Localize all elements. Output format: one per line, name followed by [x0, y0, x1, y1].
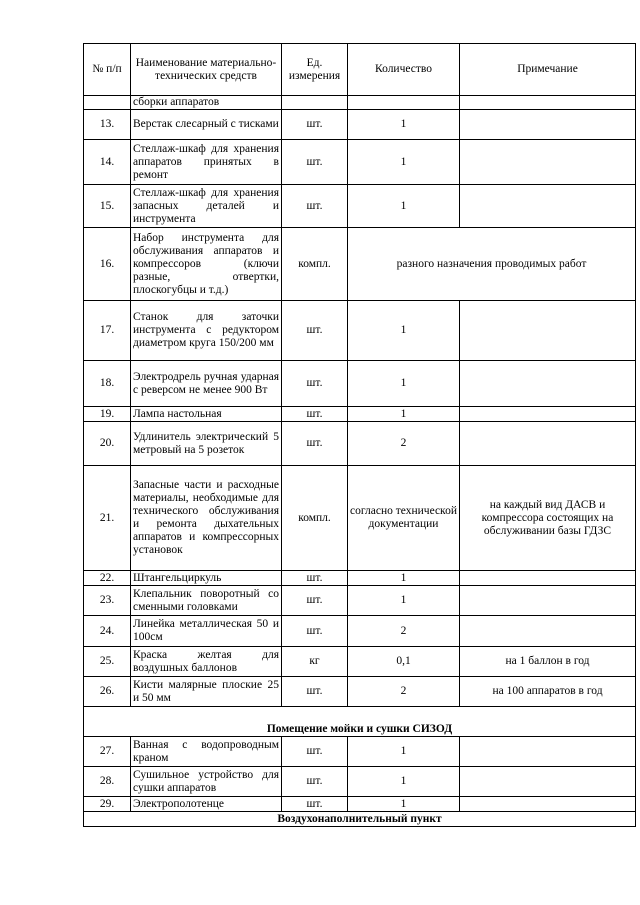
row-num: 20. [84, 422, 131, 466]
row-note [460, 140, 636, 185]
row-name: Станок для заточки инструмента с редуктором диаметром круга 150/200 мм [131, 301, 282, 361]
row-name: Набор инструмента для обслуживания аппаратов и компрессоров (ключи разные, отвертки, плоскогубцы и т.д.) [131, 228, 282, 301]
row-qty: 1 [348, 407, 460, 422]
row-qty: 1 [348, 586, 460, 616]
row-num: 26. [84, 677, 131, 707]
row-qty: 1 [348, 737, 460, 767]
row-qty: 1 [348, 767, 460, 797]
table-row [84, 301, 636, 361]
row-note: на 100 аппаратов в год [460, 677, 636, 707]
table-row [84, 422, 636, 466]
row-name: Штангельциркуль [131, 571, 282, 586]
row-unit: шт. [282, 110, 348, 140]
row-unit: шт. [282, 616, 348, 647]
row-note [460, 586, 636, 616]
row-note [460, 767, 636, 797]
row-num: 15. [84, 185, 131, 228]
table-row [84, 228, 636, 301]
section-title-air: Воздухонаполнительный пункт [84, 812, 636, 827]
row-unit: шт. [282, 797, 348, 812]
row-note [460, 422, 636, 466]
row-num: 29. [84, 797, 131, 812]
section-title-washing: Помещение мойки и сушки СИЗОД [84, 707, 636, 737]
row-name: Сушильное устройство для сушки аппаратов [131, 767, 282, 797]
row-note: на 1 баллон в год [460, 647, 636, 677]
row-name: Электродрель ручная ударная с реверсом не менее 900 Вт [131, 361, 282, 407]
row-note [460, 96, 636, 110]
row-unit: шт. [282, 301, 348, 361]
row-qty: 1 [348, 571, 460, 586]
row-num: 23. [84, 586, 131, 616]
row-note: на каждый вид ДАСВ и компрессора состоящих на обслуживании базы ГДЗС [460, 466, 636, 571]
row-qty: 0,1 [348, 647, 460, 677]
header-note: Примечание [460, 44, 636, 96]
table-row [84, 96, 636, 110]
row-qty [348, 96, 460, 110]
row-unit: шт. [282, 422, 348, 466]
row-name: Лампа настольная [131, 407, 282, 422]
row-num: 24. [84, 616, 131, 647]
row-name: Краска желтая для воздушных баллонов [131, 647, 282, 677]
row-unit: кг [282, 647, 348, 677]
row-num: 16. [84, 228, 131, 301]
table-row [84, 407, 636, 422]
row-name: Линейка металлическая 50 и 100см [131, 616, 282, 647]
table-row [84, 616, 636, 647]
row-name: Удлинитель электрический 5 метровый на 5 розеток [131, 422, 282, 466]
table-header-row [84, 44, 636, 96]
table-row [84, 767, 636, 797]
row-num: 14. [84, 140, 131, 185]
row-qty: согласно технической документации [348, 466, 460, 571]
row-qty: 2 [348, 422, 460, 466]
table-row [84, 361, 636, 407]
row-qty: 1 [348, 140, 460, 185]
row-unit: шт. [282, 407, 348, 422]
row-unit: шт. [282, 185, 348, 228]
row-num: 17. [84, 301, 131, 361]
table-row [84, 140, 636, 185]
row-qty: 1 [348, 797, 460, 812]
row-num: 21. [84, 466, 131, 571]
table-row [84, 647, 636, 677]
row-unit: компл. [282, 228, 348, 301]
row-note [460, 407, 636, 422]
equipment-table [83, 43, 636, 827]
row-unit: шт. [282, 737, 348, 767]
row-qty: 1 [348, 185, 460, 228]
table-row [84, 737, 636, 767]
row-unit [282, 96, 348, 110]
row-num: 28. [84, 767, 131, 797]
section-row [84, 707, 636, 737]
row-unit: шт. [282, 140, 348, 185]
row-unit: шт. [282, 586, 348, 616]
row-qty: 1 [348, 361, 460, 407]
row-unit: шт. [282, 677, 348, 707]
row-merged-note: разного назначения проводимых работ [348, 228, 636, 301]
row-name: Клепальник поворотный со сменными головками [131, 586, 282, 616]
row-unit: шт. [282, 361, 348, 407]
row-qty: 1 [348, 110, 460, 140]
row-name: Кисти малярные плоские 25 и 50 мм [131, 677, 282, 707]
row-num: 13. [84, 110, 131, 140]
row-num: 27. [84, 737, 131, 767]
row-name: Ванная с водопроводным краном [131, 737, 282, 767]
row-num [84, 96, 131, 110]
table-row [84, 571, 636, 586]
row-name: сборки аппаратов [131, 96, 282, 110]
row-note [460, 797, 636, 812]
row-note [460, 571, 636, 586]
row-name: Стеллаж-шкаф для хранения аппаратов принятых в ремонт [131, 140, 282, 185]
row-name: Стеллаж-шкаф для хранения запасных деталей и инструмента [131, 185, 282, 228]
row-note [460, 110, 636, 140]
row-num: 19. [84, 407, 131, 422]
table-row [84, 110, 636, 140]
row-note [460, 185, 636, 228]
row-note [460, 301, 636, 361]
row-name: Электрополотенце [131, 797, 282, 812]
row-unit: компл. [282, 466, 348, 571]
row-note [460, 361, 636, 407]
row-note [460, 616, 636, 647]
row-num: 25. [84, 647, 131, 677]
row-note [460, 737, 636, 767]
header-num: № п/п [84, 44, 131, 96]
table-row [84, 677, 636, 707]
row-name: Верстак слесарный с тисками [131, 110, 282, 140]
row-name: Запасные части и расходные материалы, необходимые для технического обслуживания и ремонта дыхательных аппаратов и компрессорных установок [131, 466, 282, 571]
row-qty: 1 [348, 301, 460, 361]
section-row [84, 812, 636, 827]
row-unit: шт. [282, 571, 348, 586]
table-row [84, 586, 636, 616]
row-num: 18. [84, 361, 131, 407]
table-row [84, 185, 636, 228]
header-qty: Количество [348, 44, 460, 96]
header-unit: Ед. измерения [282, 44, 348, 96]
row-qty: 2 [348, 677, 460, 707]
row-unit: шт. [282, 767, 348, 797]
header-name: Наименование материально-технических средств [131, 44, 282, 96]
row-num: 22. [84, 571, 131, 586]
table-row [84, 466, 636, 571]
table-row [84, 797, 636, 812]
row-qty: 2 [348, 616, 460, 647]
